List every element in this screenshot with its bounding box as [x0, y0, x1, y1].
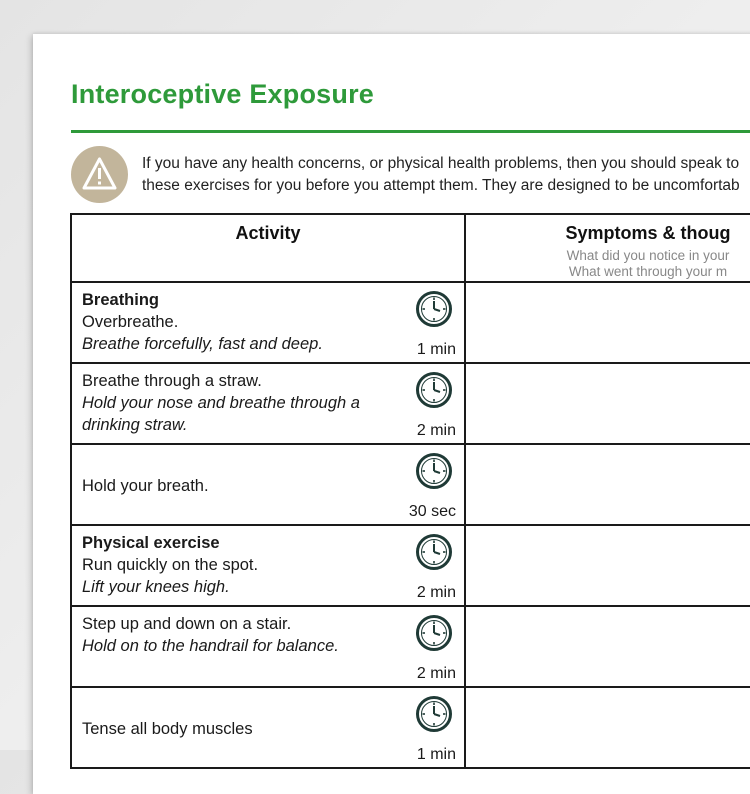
activity-cell [71, 606, 465, 687]
symptoms-cell[interactable] [465, 606, 750, 687]
activity-instruction: Run quickly on the spot. [82, 556, 259, 574]
warning-text [142, 153, 750, 197]
activity-description [82, 370, 360, 436]
symptoms-subheader: What did you notice in your [566, 248, 730, 263]
warning-badge [71, 146, 128, 203]
clock-icon [415, 614, 453, 652]
activity-instruction: Step up and down on a stair. [82, 615, 292, 633]
table-row [71, 606, 750, 687]
clock-icon [415, 695, 453, 733]
symptoms-cell[interactable] [465, 363, 750, 444]
activity-detail: Lift your knees high. [82, 578, 230, 596]
clock-icon [415, 533, 453, 571]
exposure-table [70, 213, 750, 769]
activity-detail: drinking straw. [82, 416, 188, 434]
duration-label: 30 sec [408, 503, 456, 520]
activity-description [82, 532, 258, 598]
table-row [71, 363, 750, 444]
activity-description [82, 613, 339, 657]
table-row [71, 282, 750, 363]
activity-heading: Physical exercise [82, 534, 220, 552]
activity-header-label: Activity [235, 223, 301, 243]
warning-line: these exercises for you before you attempt them. They are designed to be uncomfortab [142, 177, 740, 194]
symptoms-cell[interactable] [465, 282, 750, 363]
activity-description [82, 475, 209, 497]
symptoms-header-label: Symptoms & thoug [565, 223, 731, 243]
symptoms-subheader: What went through your m [568, 264, 728, 279]
symptoms-cell[interactable] [465, 525, 750, 606]
clock-icon [415, 290, 453, 328]
activity-cell [71, 444, 465, 525]
symptoms-cell[interactable] [465, 687, 750, 768]
activity-instruction: Breathe through a straw. [82, 372, 262, 390]
clock-icon [415, 371, 453, 409]
activity-column-header [71, 214, 465, 282]
activity-instruction: Overbreathe. [82, 313, 179, 331]
duration-label: 2 min [416, 665, 456, 682]
activity-description [82, 718, 253, 740]
table-header-row [71, 214, 750, 282]
activity-description [82, 289, 323, 355]
page-title: Interoceptive Exposure [71, 79, 374, 109]
activity-detail: Hold on to the handrail for balance. [82, 637, 339, 655]
title-divider [71, 130, 750, 133]
activity-instruction: Hold your breath. [82, 477, 209, 495]
duration-label: 2 min [416, 422, 456, 439]
duration-label: 2 min [416, 584, 456, 601]
worksheet-page [33, 34, 750, 794]
symptoms-column-header [465, 214, 750, 282]
activity-detail: Hold your nose and breathe through a [82, 394, 360, 412]
activity-detail: Breathe forcefully, fast and deep. [82, 335, 323, 353]
activity-cell [71, 282, 465, 363]
duration-label: 1 min [416, 746, 456, 763]
activity-cell [71, 363, 465, 444]
duration-label: 1 min [416, 341, 456, 358]
symptoms-cell[interactable] [465, 444, 750, 525]
table-row [71, 687, 750, 768]
clock-icon [415, 452, 453, 490]
activity-cell [71, 525, 465, 606]
activity-cell [71, 687, 465, 768]
activity-heading: Breathing [82, 291, 160, 309]
activity-instruction: Tense all body muscles [82, 720, 253, 738]
warning-line: If you have any health concerns, or physical health problems, then you should speak to [142, 155, 740, 172]
table-row [71, 525, 750, 606]
table-row [71, 444, 750, 525]
warning-triangle-icon [81, 156, 118, 193]
